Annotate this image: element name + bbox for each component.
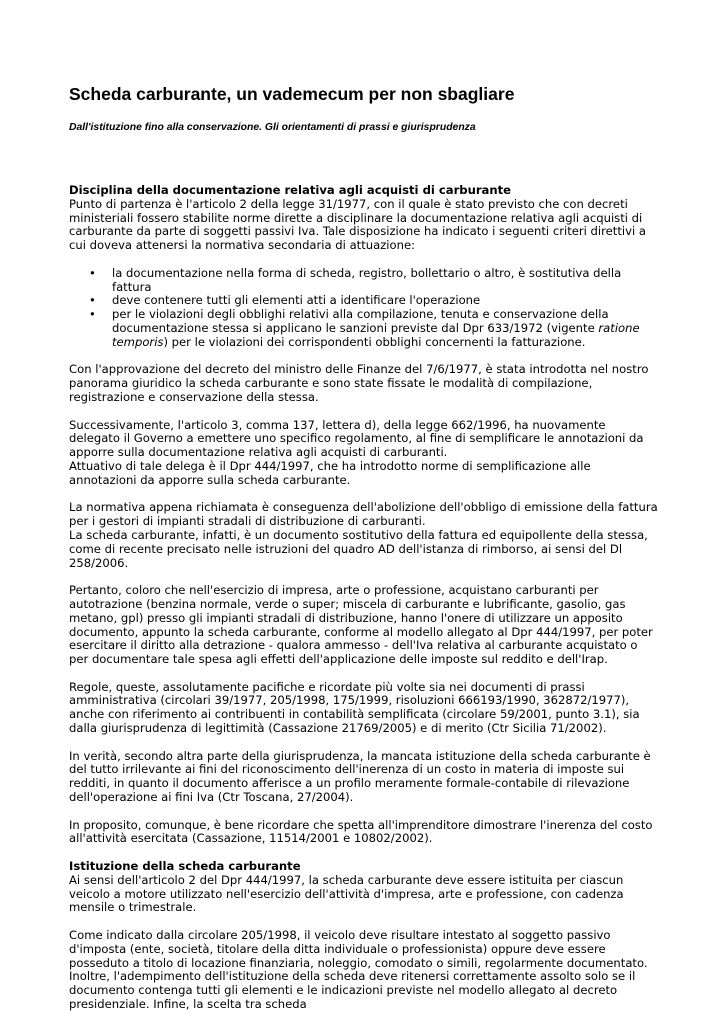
bullet-icon: • [89, 293, 96, 308]
section-heading-istituzione: Istituzione della scheda carburante [69, 859, 301, 874]
page-subtitle: Dall'istituzione fino alla conservazione. Gli orientamenti di prassi e giurisprudenza [69, 122, 476, 133]
paragraph: Pertanto, coloro che nell'esercizio di impresa, arte o professione, acquistano carburanti per autotrazione (benzina normale, verde o super; miscela di carburante e lubrificante, gasolio, gas metano, gpl) presso gli impianti stradali di distribuzione, hanno l'onere di utilizzare un apposito documento, appunto la scheda carburante, conforme al modello allegato al Dpr 444/1997, per poter esercitare il diritto alla detrazione - qualora ammesso - dell'Iva relativa al carburante acquistato o per documentare tale spesa agli effetti dell'applicazione delle imposte sul reddito e dell'Irap. [69, 583, 653, 667]
paragraph [69, 501, 659, 570]
list-item-text: deve contenere tutti gli elementi atti a identificare l'operazione [112, 293, 481, 308]
paragraph-text: Attuativo di tale delega è il Dpr 444/1997, che ha introdotto norme di semplificazione alle annotazioni da apporre sulla scheda carburante. [69, 458, 591, 487]
paragraph-text: La scheda carburante, infatti, è un documento sostitutivo della fattura ed equipollente della stessa, come di recente precisato nelle istruzioni del quadro AD dell'istanza di rimborso, ai sensi del Dl 258/2006. [69, 527, 648, 570]
section-heading-disciplina: Disciplina della documentazione relativa agli acquisti di carburante [69, 183, 512, 197]
list-item [89, 293, 659, 308]
list-item [89, 307, 659, 349]
paragraph: Regole, queste, assolutamente pacifiche e ricordate più volte sia nei documenti di prassi amministrativa (circolari 39/1977, 205/1998, 175/1999, risoluzioni 666193/1990, 362872/1977), anche con riferimento ai contribuenti in contabilità semplificata (circolare 59/2001, punto 3.1), sia dalla giurisprudenza di legittimità (Cassazione 21769/2005) e di merito (Ctr Sicilia 71/2002). [69, 679, 640, 736]
bullet-icon: • [89, 307, 96, 322]
bullet-icon: • [89, 265, 96, 280]
italic-term: ratione temporis [112, 320, 640, 349]
list-item-text: ) per le violazioni dei corrispondenti obblighi concernenti la fatturazione. [163, 334, 586, 349]
paragraph: In proposito, comunque, è bene ricordare che spetta all'imprenditore dimostrare l'inerenza del costo all'attività esercitata (Cassazione, 11514/2001 e 10802/2002). [69, 817, 653, 846]
paragraph: In verità, secondo altra parte della giurisprudenza, la mancata istituzione della scheda carburante è del tutto irrilevante ai fini del riconoscimento dell'inerenza di un costo in materia di imposte sui redditi, in quanto il documento afferisce a un profilo meramente formale-contabile di rilevazione dell'operazione ai fini Iva (Ctr Toscana, 27/2004). [69, 748, 651, 805]
paragraph-text: Successivamente, l'articolo 3, comma 137, lettera d), della legge 662/1996, ha nuovamente delegato il Governo a emettere uno specifico regolamento, al fine di semplificare le annotazioni da apporre sulla documentazione relativa agli acquisti di carburanti. [69, 417, 644, 460]
list-item-text: per le violazioni degli obblighi relativi alla compilazione, tenuta e conservazione della documentazione stessa si applicano le sanzioni previste dal Dpr 633/1972 (vigente [112, 307, 609, 335]
paragraph-text: Ai sensi dell'articolo 2 del Dpr 444/1997, la scheda carburante deve essere istituita per ciascun veicolo a motore utilizzato nell'esercizio dell'attività d'impresa, arte e professione, con cadenza mensile o trimestrale. [69, 872, 624, 915]
section-istituzione [69, 860, 659, 915]
list-item [89, 265, 659, 295]
paragraph-intro: Punto di partenza è l'articolo 2 della legge 31/1977, con il quale è stato previsto che con decreti ministeriali fossero stabilite norme dirette a disciplinare la documentazione relativa agli acquisti di carburante da parte di soggetti passivi Iva. Tale disposizione ha indicato i seguenti criteri direttivi a cui doveva attenersi la normativa secondaria di attuazione: [69, 196, 646, 253]
section-disciplina [69, 184, 659, 253]
paragraph [69, 419, 659, 488]
page-title: Scheda carburante, un vademecum per non sbagliare [69, 84, 515, 104]
article-body [69, 184, 659, 1026]
paragraph: Con l'approvazione del decreto del ministro delle Finanze del 7/6/1977, è stata introdotta nel nostro panorama giuridico la scheda carburante e sono state fissate le modalità di compilazione, registrazione e conservazione della stessa. [69, 362, 649, 404]
paragraph: Come indicato dalla circolare 205/1998, il veicolo deve risultare intestato al soggetto passivo d'imposta (ente, società, titolare della ditta individuale o professionista) oppure deve essere posseduto a titolo di locazione finanziaria, noleggio, comodato o simili, regolarmente documentato. Inoltre, l'adempimento dell'istituzione della scheda deve ritenersi correttamente assolto solo se il documento contenga tutti gli elementi e le indicazioni previste nel modello allegato al decreto presidenziale. Infine, la scelta tra scheda [69, 928, 648, 1012]
paragraph-text: La normativa appena richiamata è conseguenza dell'abolizione dell'obbligo di emissione della fattura per i gestori di impianti stradali di distribuzione di carburanti. [69, 500, 658, 529]
criteria-list [69, 267, 659, 350]
list-item-text: la documentazione nella forma di scheda, registro, bollettario o altro, è sostitutiva della fattura [112, 265, 622, 294]
